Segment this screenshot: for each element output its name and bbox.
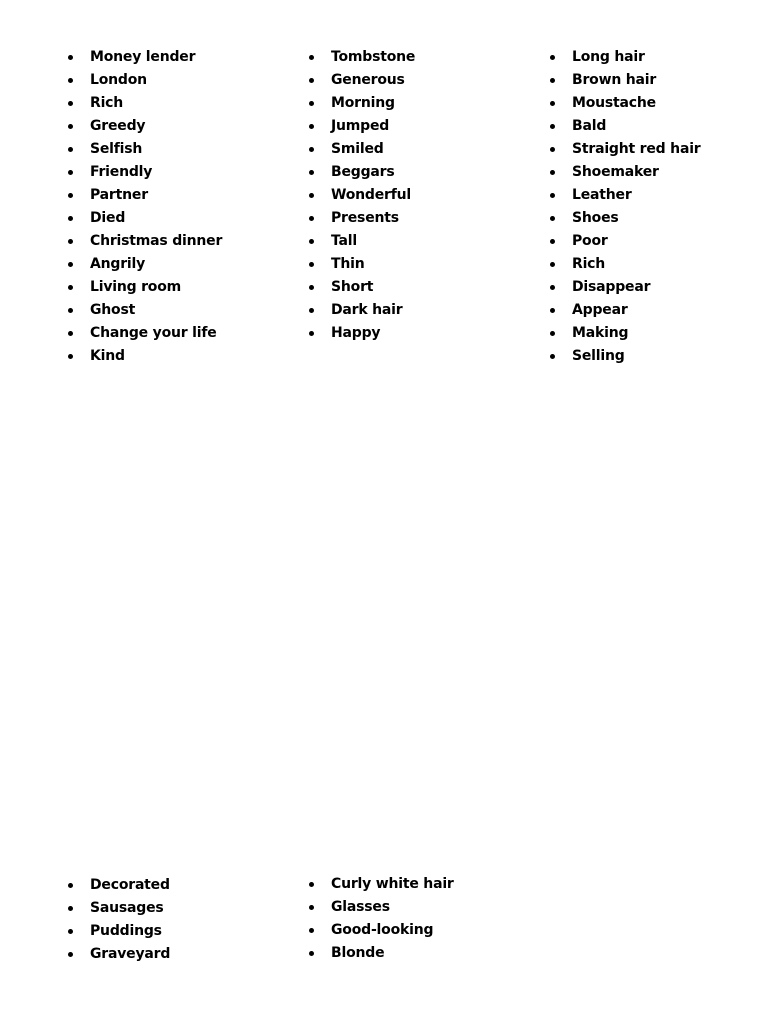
list-item [68,253,222,276]
list-item [550,138,701,161]
bullet-icon [309,124,314,129]
list-item [68,207,222,230]
list-item-text: Dark hair [331,302,403,318]
list-item [309,322,415,345]
bullet-icon [309,170,314,175]
list-item [309,896,454,919]
bullet-icon [68,952,73,957]
bullet-icon [68,883,73,888]
bullet-icon [309,101,314,106]
list-item-text: Morning [331,95,395,111]
list-item-text: Leather [572,187,632,203]
list-item [309,161,415,184]
list-item [550,92,701,115]
bullet-icon [68,55,73,60]
list-item [550,69,701,92]
list-item [309,138,415,161]
list-item [309,276,415,299]
list-item [309,942,454,965]
bullet-icon [68,354,73,359]
bullet-icon [309,928,314,933]
bullet-icon [309,239,314,244]
list-item [309,92,415,115]
word-list-column-5 [309,873,454,965]
bullet-icon [309,216,314,221]
word-list-column-2 [309,46,415,345]
bullet-icon [550,101,555,106]
bullet-icon [550,239,555,244]
list-item-text: Christmas dinner [90,233,223,249]
list-item [309,115,415,138]
list-item [309,919,454,942]
list-item [309,253,415,276]
list-item-text: London [90,72,147,88]
list-item [68,230,222,253]
bullet-icon [309,285,314,290]
bullet-icon [68,124,73,129]
list-item-text: Smiled [331,141,384,157]
list-item-text: Selfish [90,141,143,157]
list-item [550,161,701,184]
list-item [309,207,415,230]
bullet-icon [309,905,314,910]
list-item-text: Friendly [90,164,153,180]
list-item-text: Glasses [331,899,390,915]
bullet-icon [68,170,73,175]
list-item-text: Poor [572,233,608,249]
list-item-text: Puddings [90,923,162,939]
list-item [309,230,415,253]
bullet-icon [309,331,314,336]
bullet-icon [550,308,555,313]
list-item [550,46,701,69]
bullet-icon [550,216,555,221]
list-item-text: Good-looking [331,922,434,938]
list-item [68,897,170,920]
list-item [68,92,222,115]
bullet-icon [68,193,73,198]
list-item [68,138,222,161]
list-item-text: Bald [572,118,607,134]
list-item-text: Living room [90,279,182,295]
bullet-icon [550,147,555,152]
list-item [68,184,222,207]
bullet-icon [68,929,73,934]
list-item-text: Died [90,210,126,226]
bullet-icon [309,78,314,83]
bullet-icon [550,124,555,129]
list-item-text: Thin [331,256,365,272]
list-item [68,46,222,69]
list-item-text: Partner [90,187,148,203]
list-item-text: Moustache [572,95,656,111]
list-item-text: Change your life [90,325,217,341]
list-item-text: Greedy [90,118,146,134]
word-list-column-4 [68,874,170,966]
list-item-text: Ghost [90,302,136,318]
bullet-icon [309,882,314,887]
bullet-icon [550,193,555,198]
word-list-column-3 [550,46,701,368]
list-item [550,253,701,276]
bullet-icon [550,354,555,359]
list-item-text: Happy [331,325,381,341]
list-item-text: Kind [90,348,125,364]
bullet-icon [68,308,73,313]
bullet-icon [550,55,555,60]
list-item-text: Rich [90,95,124,111]
list-item-text: Blonde [331,945,385,961]
bullet-icon [68,101,73,106]
list-item-text: Rich [572,256,606,272]
list-item [550,322,701,345]
list-item [550,276,701,299]
list-item-text: Shoemaker [572,164,659,180]
bullet-icon [550,78,555,83]
list-item-text: Beggars [331,164,395,180]
list-item-text: Angrily [90,256,146,272]
list-item-text: Brown hair [572,72,657,88]
list-item [550,207,701,230]
list-item-text: Sausages [90,900,164,916]
list-item-text: Money lender [90,49,196,65]
list-item-text: Curly white hair [331,876,454,892]
list-item-text: Selling [572,348,625,364]
list-item-text: Disappear [572,279,651,295]
list-item [68,322,222,345]
bullet-icon [550,262,555,267]
bullet-icon [68,239,73,244]
list-item [68,161,222,184]
list-item [309,69,415,92]
bullet-icon [309,147,314,152]
list-item [68,874,170,897]
list-item [68,276,222,299]
list-item [68,345,222,368]
list-item-text: Tall [331,233,357,249]
list-item-text: Jumped [331,118,390,134]
list-item [68,920,170,943]
list-item-text: Making [572,325,629,341]
list-item [309,299,415,322]
bullet-icon [309,951,314,956]
list-item [68,299,222,322]
list-item [68,115,222,138]
list-item-text: Tombstone [331,49,416,65]
list-item [68,69,222,92]
list-item [309,46,415,69]
bullet-icon [309,193,314,198]
list-item [550,184,701,207]
list-item [550,230,701,253]
bullet-icon [550,285,555,290]
bullet-icon [68,78,73,83]
bullet-icon [309,55,314,60]
list-item-text: Decorated [90,877,170,893]
bullet-icon [68,216,73,221]
list-item-text: Generous [331,72,405,88]
list-item [550,115,701,138]
list-item-text: Short [331,279,374,295]
bullet-icon [68,262,73,267]
list-item [309,873,454,896]
list-item [550,345,701,368]
bullet-icon [309,262,314,267]
bullet-icon [550,170,555,175]
bullet-icon [68,147,73,152]
list-item-text: Presents [331,210,399,226]
list-item-text: Graveyard [90,946,171,962]
bullet-icon [68,285,73,290]
bullet-icon [309,308,314,313]
list-item [550,299,701,322]
bullet-icon [550,331,555,336]
list-item [309,184,415,207]
bullet-icon [68,331,73,336]
list-item-text: Wonderful [331,187,412,203]
bullet-icon [68,906,73,911]
word-list-column-1 [68,46,222,368]
list-item [68,943,170,966]
list-item-text: Long hair [572,49,645,65]
list-item-text: Shoes [572,210,619,226]
list-item-text: Straight red hair [572,141,701,157]
list-item-text: Appear [572,302,628,318]
